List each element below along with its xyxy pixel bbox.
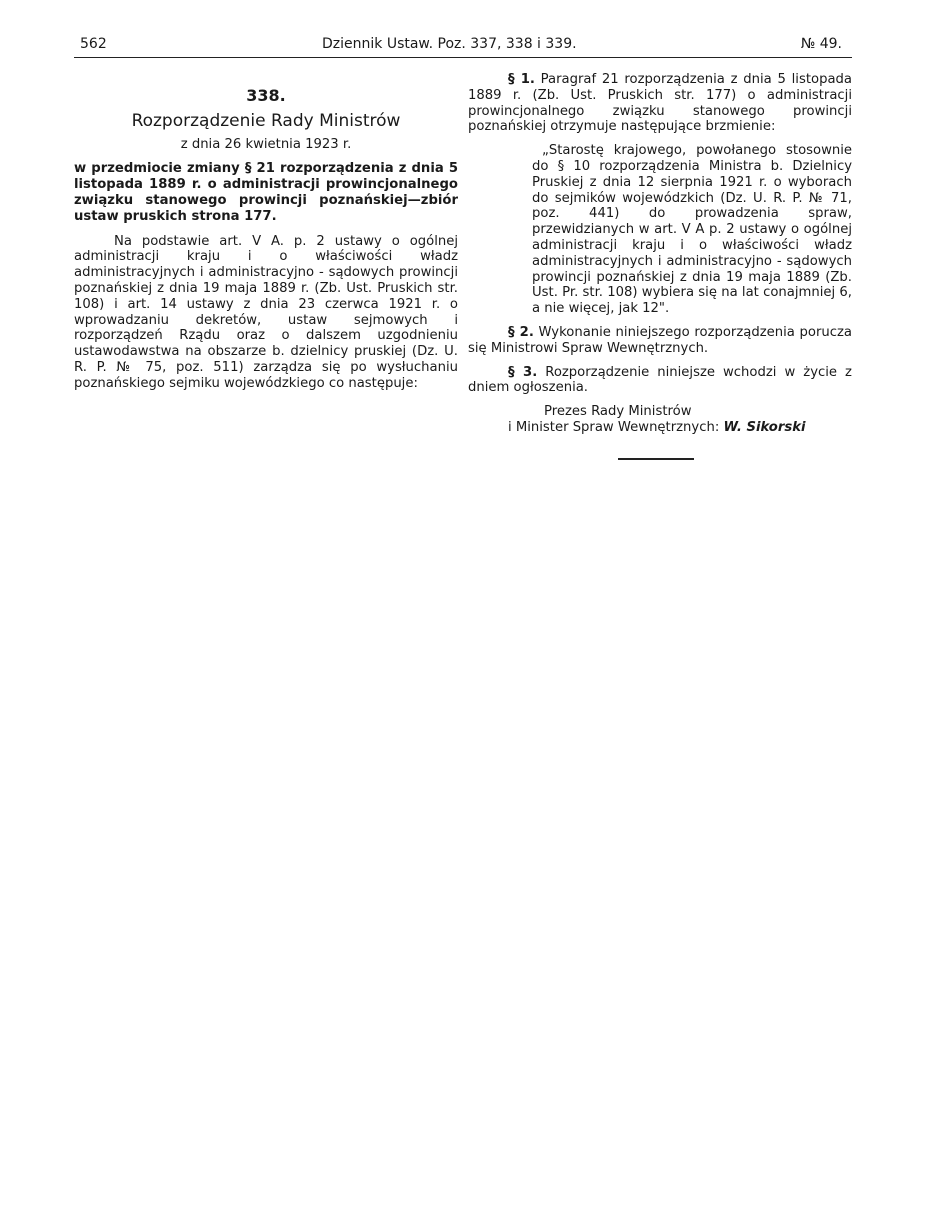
act-date: z dnia 26 kwietnia 1923 r. [180,136,352,152]
paragraph-3-text: Rozporządzenie niniejsze wchodzi w życie z dniem ogłoszenia. [468,364,852,396]
page-number: 562 [80,36,107,52]
left-column [74,88,458,392]
paragraph-1-label: § 1. [508,72,535,87]
issue-number: № 49. [800,36,842,52]
act-preamble: Na podstawie art. V A. p. 2 ustawy o ogólnej administracji kraju i o właściwości władz administracyjnych i administracyjno - sądowych prowincji poznańskiej z dnia 19 maja 1889 r. (Zb. Ust. Pruskich str. 108) i art. 14 ustawy z dnia 23 czerwca 1921 r. o wprowadzaniu dekretów, ustaw sejmowych i rozporządzeń Rządu oraz o dalszem uzgodnieniu ustawodawstwa na obszarze b. dzielnicy pruskiej (Dz. U. R. P. № 75, poz. 511) zarządza się po wysłuchaniu poznańskiego sejmiku wojewódzkiego co następuje: [74,233,458,391]
act-subject: w przedmiocie zmiany § 21 rozporządzenia z dnia 5 listopada 1889 r. o administracji prowincjonalnego związku stanowego prowincji poznańskiej—zbiór ustaw pruskich strona 177. [74,161,458,224]
paragraph-3 [468,365,852,397]
paragraph-3-label: § 3. [508,364,538,380]
act-number: 338. [246,86,286,105]
signature-title: Prezes Rady Ministrów [544,404,692,420]
signature-name: W. Sikorski [723,419,806,435]
paragraph-1 [468,72,852,135]
journal-title: Dziennik Ustaw. Poz. 337, 338 i 339. [322,36,577,52]
paragraph-1-quote: „Starostę krajowego, powołanego stosownie do § 10 rozporządzenia Ministra b. Dzielnicy Pruskiej z dnia 12 sierpnia 1921 r. o wyborach do sejmików wojewódzkich (Dz. U. R. P. № 71, poz. 441) do prowadzenia spraw, przewidzianych w art. V A p. 2 ustawy o ogólnej administracji kraju i o właściwości władz administracyjnych i administracyjno - sądowych prowincji poznańskiej z dnia 19 maja 1889 (Zb. Ust. Pr. str. 108) wybiera się na lat conajmniej 6, a nie więcej, jak 12". [532,143,852,317]
act-title: Rozporządzenie Rady Ministrów [131,110,401,131]
signature-office: i Minister Spraw Wewnętrznych: [508,419,720,435]
closing-rule [618,458,694,460]
page-header [74,36,852,58]
paragraph-2-text: Wykonanie niniejszego rozporządzenia porucza się Ministrowi Spraw Wewnętrznych. [468,324,852,356]
header-rule [74,57,852,58]
paragraph-2 [468,325,852,357]
paragraph-2-label: § 2. [508,324,534,340]
signature-line [468,420,852,436]
right-column [468,72,852,460]
paragraph-1-text: Paragraf 21 rozporządzenia z dnia 5 listopada 1889 r. (Zb. Ust. Pruskich str. 177) o administracji prowincjonalnego związku stanowego prowincji poznańskiej otrzymuje następujące brzmienie: [468,72,852,135]
